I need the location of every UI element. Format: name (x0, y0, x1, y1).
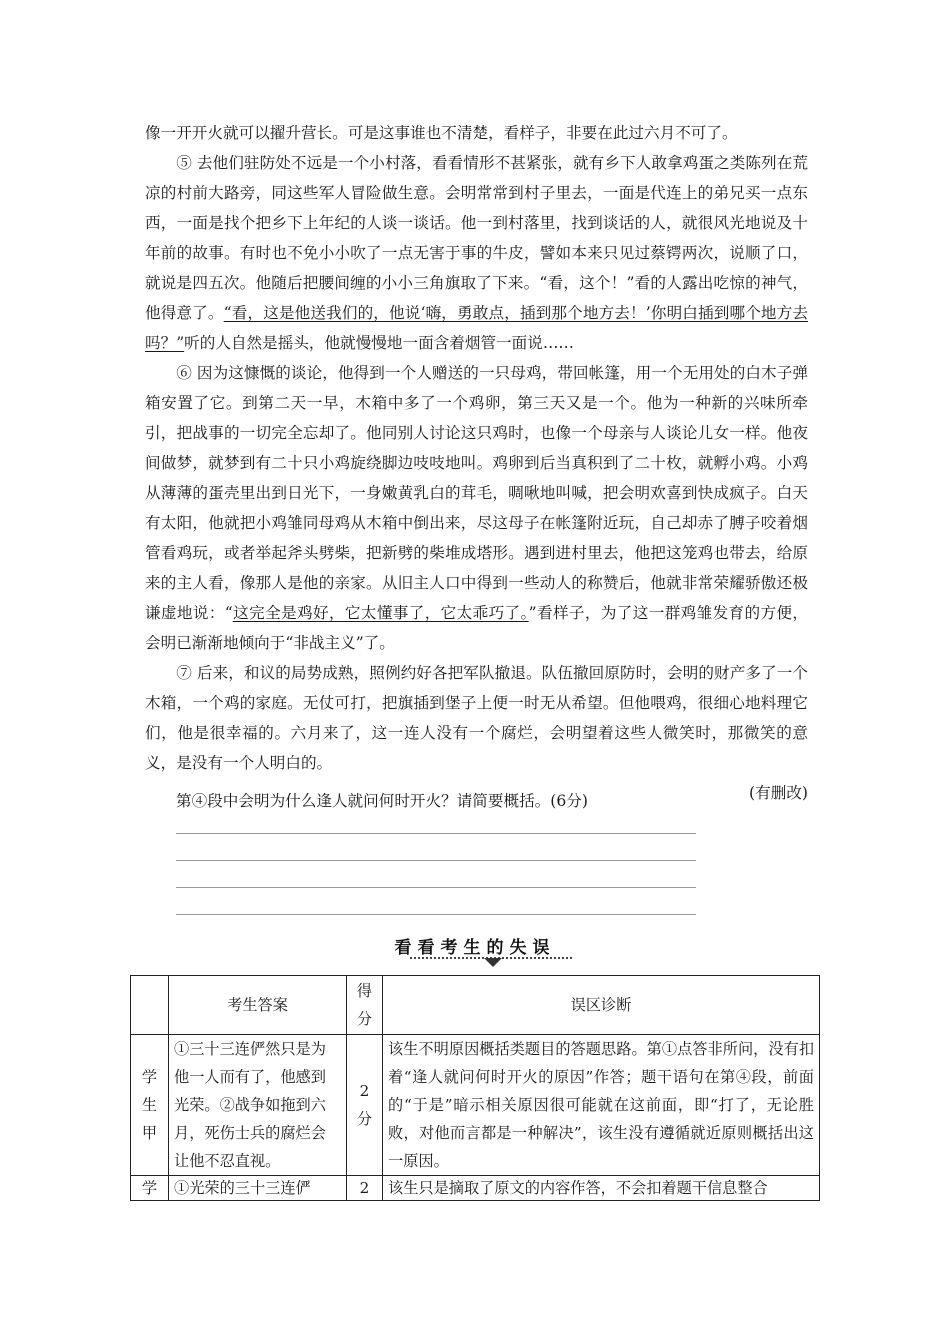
paragraph-5-underlined-quote: “看，这是他送我们的，他说‘嗨，勇敢点，插到那个地方去！’你明白插到哪个地方去吗？” (145, 304, 808, 352)
answer-line[interactable] (176, 860, 696, 861)
paragraph-5-text: ⑤ 去他们驻防处不远是一个小村落，看看情形不甚紧张，就有乡下人敢拿鸡蛋之类陈列在荒凉的村前大路旁，同这些军人冒险做生意。会明常常到村子里去，一面是代连上的弟兄买一点东西，一面是找个把乡下上年纪的人谈一谈话。他一到村落里，找到谈话的人，就很风光地说及十年前的故事。有时也不免小小吹了一点无害于事的牛皮，譬如本来只见过蔡锷两次，说顺了口，就说是四五次。他随后把腰间缠的小小三角旗取了下来。“看，这个！”看的人露出吃惊的神气，他得意了。 (145, 154, 808, 322)
header-diagnosis: 误区诊断 (383, 976, 820, 1035)
student-score-cell (347, 1035, 383, 1176)
student-score: 2 (359, 1179, 370, 1197)
paragraph-6-text: ⑥ 因为这慷慨的谈论，他得到一个人赠送的一只母鸡，带回帐篷，用一个无用处的白木子弹箱安置了它。到第二天一早，木箱中多了一个鸡卵，第三天又是一个。他为一种新的兴味所牵引，把战事的一切完全忘却了。他同别人讨论这只鸡时，也像一个母亲与人谈论儿女一样。他夜间做梦，就梦到有二十只小鸡旋绕脚边吱吱地叫。鸡卵到后当真积到了二十枚，就孵小鸡。小鸡从薄薄的蛋壳里出到日光下，一身嫩黄乳白的茸毛，啁啾地叫喊，把会明欢喜到快成疯子。白天有太阳，他就把小鸡雏同母鸡从木箱中倒出来，尽这母子在帐篷附近玩，自己却赤了膊子咬着烟管看鸡玩，或者举起斧头劈柴，把新劈的柴堆成塔形。遇到进村里去，他把这笼鸡也带去，给原来的主人看，像那人是他的亲家。从旧主人口中得到一些动人的称赞后，他就非常荣耀骄傲还极谦虚地说：“ (145, 364, 808, 622)
paragraph-6-underlined-quote: 这完全是鸡好，它太懂事了，它太乖巧了。 (232, 604, 529, 622)
section-title: 看看考生的失误 (394, 938, 556, 958)
passage (145, 118, 808, 808)
section-title-arrow-icon (484, 958, 502, 967)
student-label: 学 (141, 1179, 158, 1197)
header-score (347, 976, 383, 1035)
question-text: 第④段中会明为什么逢人就问何时开火？请简要概括。(6分) (176, 792, 588, 810)
diagnosis-text: 该生只是摘取了原文的内容作答，不会扣着题干信息整合 (383, 1176, 820, 1201)
passage-line-continuation: 像一开开火就可以擢升营长。可是这事谁也不清楚，看样子，非要在此过六月不可了。 (145, 124, 738, 142)
header-blank-cell (131, 976, 169, 1035)
source-note: (有删改) (749, 784, 808, 802)
answer-line[interactable] (176, 833, 696, 834)
answer-line[interactable] (176, 914, 696, 915)
student-score: 2分 (356, 1082, 373, 1128)
student-score-cell (347, 1176, 383, 1201)
table-row (131, 1176, 820, 1201)
student-answer: ①光荣的三十三连俨 (169, 1176, 347, 1201)
paragraph-6-text-end: ”看样子，为了这一群鸡雏发育的方便，会明已渐渐地倾向于“非战主义”了。 (145, 604, 808, 652)
header-answer: 考生答案 (169, 976, 347, 1035)
student-answer: ①三十三连俨然只是为他一人而有了，他感到光荣。②战争如拖到六月，死伤士兵的腐烂会让他不忍直视。 (169, 1035, 347, 1176)
error-diagnosis-table (130, 975, 820, 1201)
answer-line[interactable] (176, 887, 696, 888)
table-header-row (131, 976, 820, 1035)
table-row (131, 1035, 820, 1176)
paragraph-7: ⑦ 后来，和议的局势成熟，照例约好各把军队撤退。队伍撤回原防时，会明的财产多了一个木箱，一个鸡的家庭。无仗可打，把旗插到堡子上便一时无从希望。但他喂鸡，很细心地料理它们，他是很幸福的。六月来了，这一连人没有一个腐烂，会明望着这些人微笑时，那微笑的意义，是没有一个人明白的。 (145, 664, 808, 772)
student-label-cell (131, 1176, 169, 1201)
student-label-cell (131, 1035, 169, 1176)
diagnosis-text: 该生不明原因概括类题目的答题思路。第①点答非所问，没有扣着“逢人就问何时开火的原因”作答；题干语句在第④段，前面的“于是”暗示相关原因很可能就在这前面，即“打了，无论胜败，对他而言都是一种解决”，该生没有遵循就近原则概括出这一原因。 (383, 1035, 820, 1176)
student-label: 学生甲 (141, 1068, 158, 1142)
header-score-label: 得分 (356, 982, 373, 1028)
paragraph-6 (145, 358, 808, 658)
paragraph-5-text-end: 听的人自然是摇头，他就慢慢地一面含着烟管一面说…… (184, 334, 575, 352)
paragraph-5 (145, 148, 808, 358)
